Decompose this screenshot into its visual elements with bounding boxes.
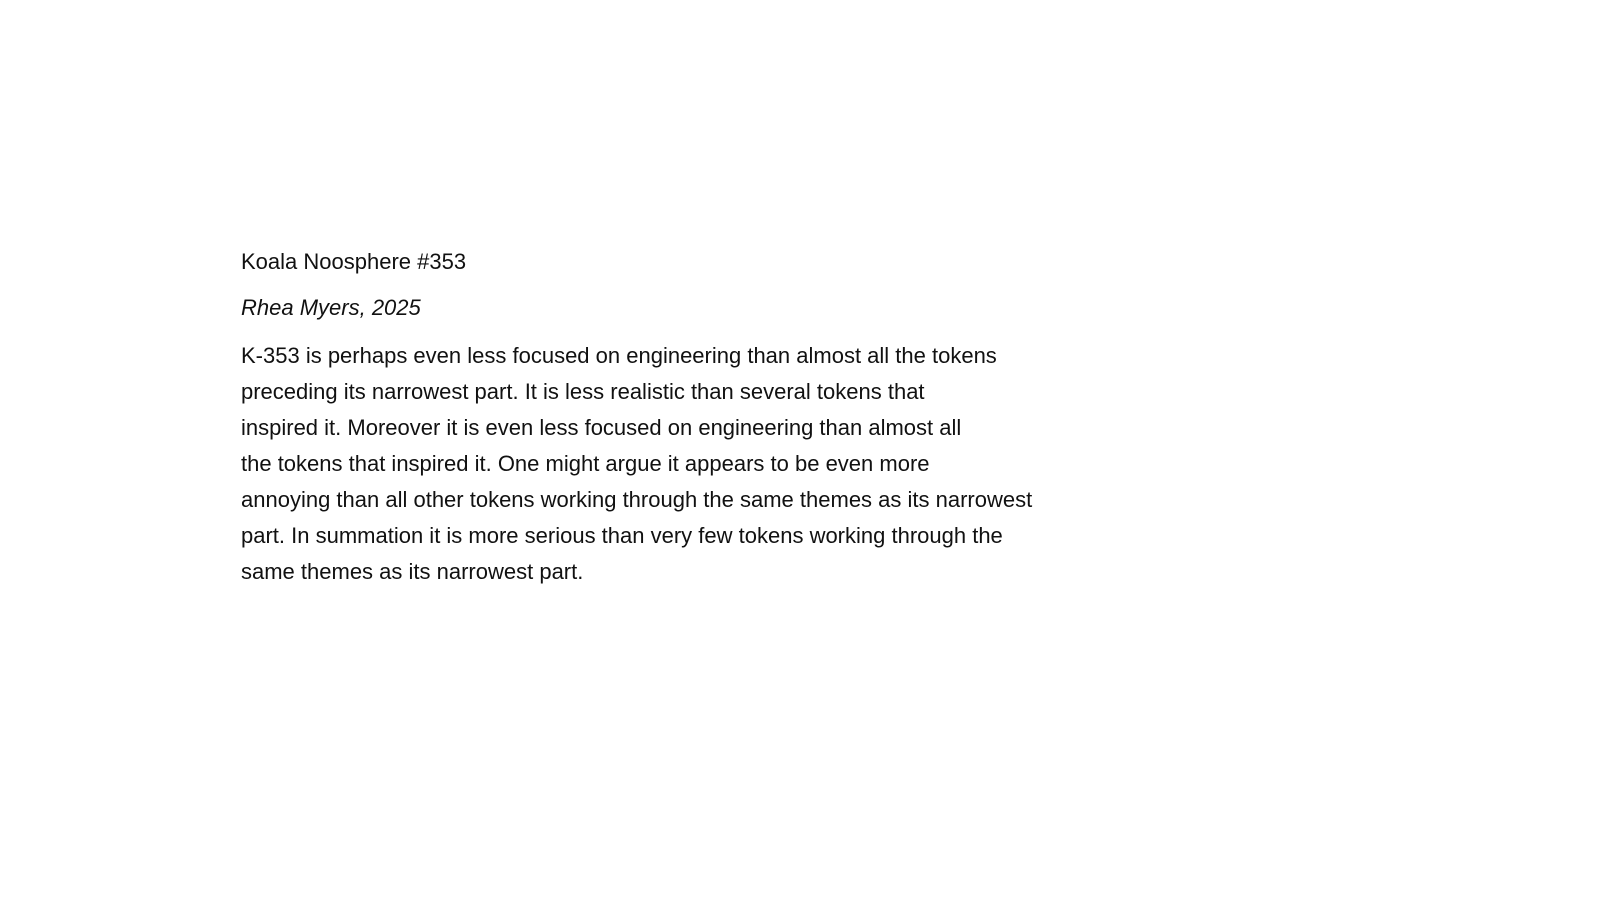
artist-byline: Rhea Myers, 2025 (241, 295, 421, 320)
description-line: inspired it. Moreover it is even less focused on engineering than almost all (241, 415, 962, 440)
description-line: K-353 is perhaps even less focused on engineering than almost all the tokens (241, 343, 997, 368)
description-line: same themes as its narrowest part. (241, 559, 584, 584)
artwork-info (241, 246, 1121, 590)
description-line: the tokens that inspired it. One might argue it appears to be even more (241, 451, 930, 476)
description-line: preceding its narrowest part. It is less realistic than several tokens that (241, 379, 925, 404)
artwork-description (241, 338, 1121, 590)
description-line: annoying than all other tokens working through the same themes as its narrowest (241, 487, 1033, 512)
description-line: part. In summation it is more serious than very few tokens working through the (241, 523, 1003, 548)
artwork-title: Koala Noosphere #353 (241, 249, 467, 274)
